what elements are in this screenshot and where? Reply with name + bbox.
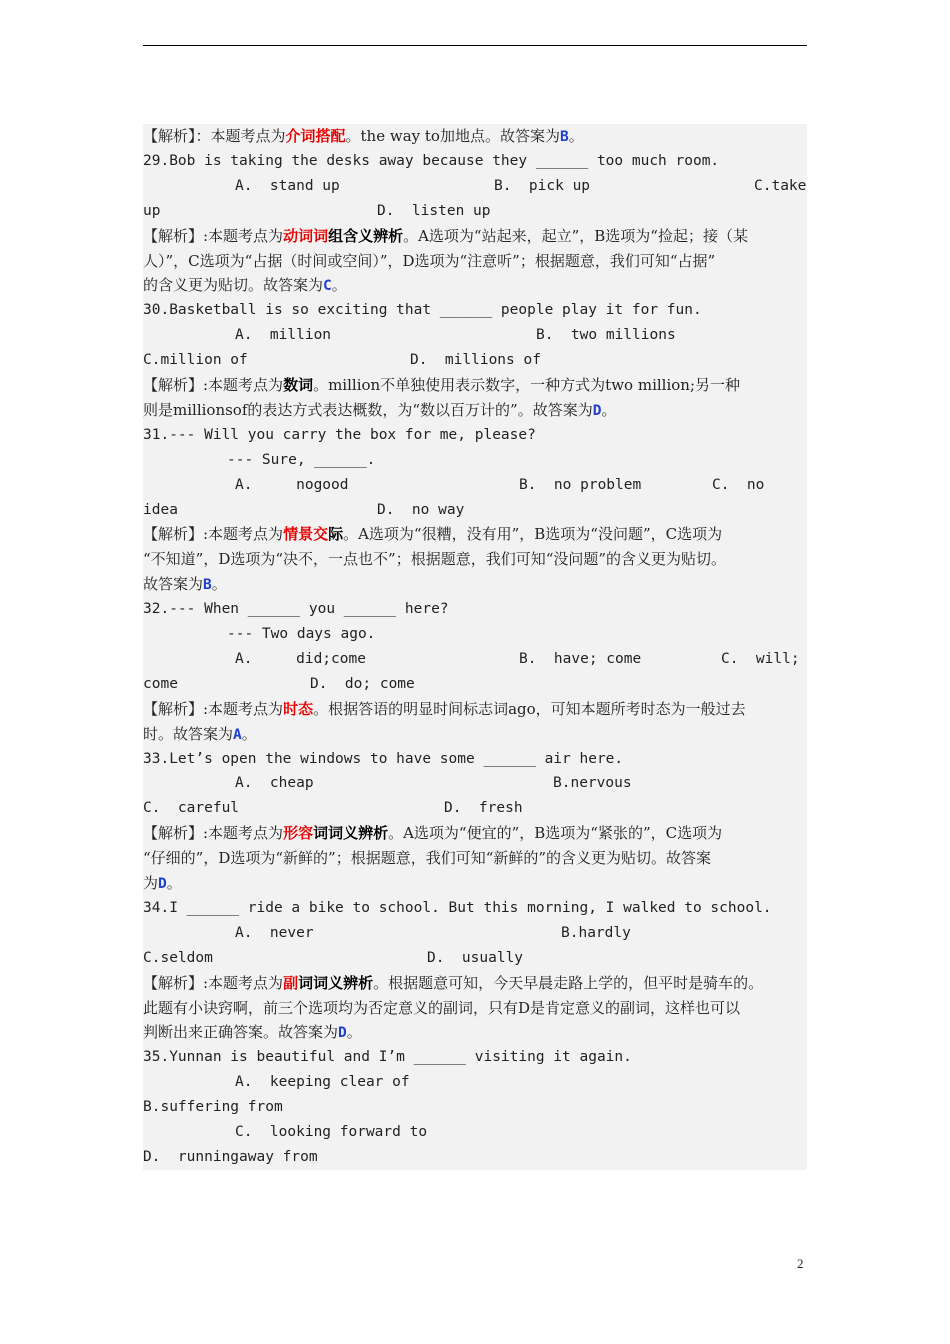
option-text: C. looking forward to	[235, 1124, 428, 1140]
text-line	[143, 373, 740, 398]
text-line	[143, 1020, 362, 1045]
text-line	[143, 423, 536, 448]
keyword: 时态	[283, 699, 314, 718]
keyword: 动词词	[283, 226, 329, 245]
text-segment: 。	[568, 127, 584, 145]
option-text: B.hardly	[561, 924, 631, 941]
option-text: A. million	[235, 327, 332, 344]
text-line	[143, 1145, 807, 1170]
text-segment: 35.Yunnan is beautiful and I’m ______ visiting it again.	[143, 1049, 632, 1066]
text-segment: 【解析】:本题考点为	[143, 525, 284, 544]
text-segment: 。根据题意可知，今天早晨走路上学的，但平时是骑车的。	[373, 973, 764, 992]
text-line	[143, 971, 763, 996]
option-text: D. usually	[427, 949, 524, 966]
text-line	[143, 771, 807, 796]
text-segment: 此题有小诀窍啊，前三个选项均为否定意义的副词，只有D是肯定意义的副词，这样也可以	[143, 998, 741, 1017]
text-line	[143, 647, 807, 672]
option-text: idea	[143, 501, 178, 518]
text-line	[143, 846, 711, 871]
option-text: B.suffering from	[143, 1099, 283, 1116]
option-text: D. runningaway from	[143, 1148, 318, 1165]
option-text: A. did;come	[235, 650, 366, 667]
text-line	[143, 174, 807, 199]
text-line	[143, 572, 227, 597]
keyword: 组含义辨析	[328, 226, 404, 245]
text-segment: 。million不单独使用表示数字，一种方式为two million;另一种	[313, 376, 741, 394]
option-text: --- Two days ago.	[227, 626, 376, 642]
text-line	[143, 448, 807, 473]
text-line	[143, 622, 807, 647]
option-text: C. careful	[143, 800, 240, 817]
answer-letter: B	[559, 129, 569, 145]
answer-letter: C	[323, 278, 332, 295]
text-segment: 。	[211, 575, 227, 594]
text-segment: 33.Let’s open the windows to have some ______ air here.	[143, 750, 624, 767]
text-line	[143, 348, 807, 373]
text-line	[143, 547, 726, 572]
text-line	[143, 498, 807, 523]
text-line	[143, 871, 182, 896]
option-text: C.million of	[143, 352, 248, 369]
question-content	[143, 124, 807, 1170]
option-text: B. two millions	[536, 327, 676, 344]
text-line	[143, 722, 257, 747]
text-segment: 30.Basketball is so exciting that ______ people play it for fun.	[143, 302, 702, 319]
text-line	[143, 672, 807, 697]
keyword: 数词	[283, 376, 314, 394]
text-segment: 。	[346, 1023, 362, 1042]
answer-letter: B	[203, 577, 212, 594]
text-segment: 。	[241, 724, 257, 743]
keyword: 情景交	[283, 525, 329, 544]
option-text: C. will;	[721, 650, 800, 667]
text-line	[143, 597, 449, 622]
text-line	[143, 821, 722, 846]
text-segment: 。根据答语的明显时间标志词ago，可知本题所考时态为一般过去	[313, 699, 746, 718]
text-line	[143, 1120, 807, 1145]
answer-letter: D	[592, 402, 602, 419]
text-line	[143, 199, 807, 224]
option-text: C.seldom	[143, 949, 213, 966]
text-segment: 。A选项为“便宜的”，B选项为“紧张的”，C选项为	[388, 824, 723, 843]
option-text: --- Sure, ______.	[227, 451, 376, 468]
option-text: D. listen up	[377, 202, 491, 219]
text-line	[143, 1045, 632, 1070]
option-text: B. no problem	[519, 476, 642, 493]
keyword: 介词搭配	[285, 127, 346, 145]
text-line	[143, 249, 715, 274]
text-segment: 故答案为	[143, 575, 204, 594]
header-rule	[143, 45, 807, 46]
option-text: C. no	[712, 476, 765, 493]
text-segment: 【解析】:本题考点为	[143, 699, 284, 718]
option-text: C.take	[754, 177, 807, 194]
answer-letter: D	[338, 1025, 347, 1042]
option-text: B. have; come	[519, 650, 642, 667]
text-line	[143, 273, 347, 298]
text-segment: “仔细的”，D选项为“新鲜的”；根据题意，我们可知“新鲜的”的含义更为贴切。故答案	[143, 849, 712, 868]
text-segment: 。	[331, 276, 347, 295]
text-line	[143, 697, 746, 722]
text-segment: 【解析】:本题考点为	[143, 973, 284, 992]
text-line	[143, 747, 623, 772]
text-line	[143, 398, 616, 423]
text-line	[143, 149, 719, 174]
text-segment: 。	[601, 400, 617, 419]
keyword: 词词义辨析	[313, 824, 389, 843]
text-segment: 为	[143, 874, 159, 892]
option-text: A. cheap	[235, 775, 314, 792]
answer-letter: D	[158, 876, 167, 892]
option-text: A. nogood	[235, 476, 349, 493]
option-text: B.nervous	[553, 775, 632, 792]
text-line	[143, 124, 584, 149]
option-text: D. do; come	[310, 675, 415, 692]
text-line	[143, 1070, 807, 1095]
text-line	[143, 896, 772, 921]
text-segment: 【解析】:本题考点为	[143, 376, 284, 394]
option-text: B. pick up	[494, 177, 591, 194]
text-segment: 31.--- Will you carry the box for me, please?	[143, 426, 536, 443]
text-line	[143, 946, 807, 971]
text-segment: “不知道”，D选项为“决不，一点也不”；根据题意，我们可知“没问题”的含义更为贴切。	[143, 550, 727, 569]
text-segment: 则是millionsof的表达方式表达概数，为“数以百万计的”。故答案为	[143, 400, 593, 419]
text-line	[143, 996, 740, 1021]
option-text: A. stand up	[235, 177, 340, 194]
option-text: up	[143, 202, 161, 219]
text-line	[143, 522, 722, 547]
text-line	[143, 921, 807, 946]
option-text: A. keeping clear of	[235, 1074, 410, 1091]
text-line	[143, 323, 807, 348]
text-segment: 【解析】：本题考点为	[143, 127, 286, 145]
keyword: 副	[283, 973, 299, 992]
option-text: come	[143, 675, 178, 692]
text-segment: 。A选项为“很糟，没有用”，B选项为“没问题”，C选项为	[343, 525, 723, 544]
text-segment: 。the way to加地点。故答案为	[345, 127, 560, 145]
text-segment: 判断出来正确答案。故答案为	[143, 1023, 339, 1042]
option-text: A. never	[235, 924, 314, 941]
text-segment: 的含义更为贴切。故答案为	[143, 276, 324, 295]
text-line	[143, 473, 807, 498]
text-line	[143, 1095, 807, 1120]
keyword: 形容	[283, 824, 314, 843]
keyword: 际	[328, 525, 344, 544]
text-segment: 。	[166, 874, 182, 892]
text-segment: 32.--- When ______ you ______ here?	[143, 601, 449, 618]
text-line	[143, 298, 702, 323]
text-segment: 【解析】:本题考点为	[143, 824, 284, 843]
text-line	[143, 224, 748, 249]
text-segment: 【解析】:本题考点为	[143, 226, 284, 245]
text-segment: 人）”，C选项为“占据（时间或空间）”，D选项为“注意听”；根据题意，我们可知“占据”	[143, 251, 716, 270]
text-line	[143, 796, 807, 821]
option-text: D. no way	[377, 501, 465, 518]
keyword: 词词义辨析	[298, 973, 374, 992]
text-segment: 34.I ______ ride a bike to school. But this morning, I walked to school.	[143, 899, 772, 916]
page-number: 2	[797, 1256, 804, 1271]
text-segment: 。A选项为“站起来，起立”，B选项为“捡起；接（某	[403, 226, 748, 245]
answer-letter: A	[233, 726, 242, 743]
text-segment: 29.Bob is taking the desks away because they ______ too much room.	[143, 152, 720, 169]
option-text: D. fresh	[444, 800, 523, 817]
text-segment: 时。故答案为	[143, 724, 234, 743]
option-text: D. millions of	[410, 352, 541, 369]
